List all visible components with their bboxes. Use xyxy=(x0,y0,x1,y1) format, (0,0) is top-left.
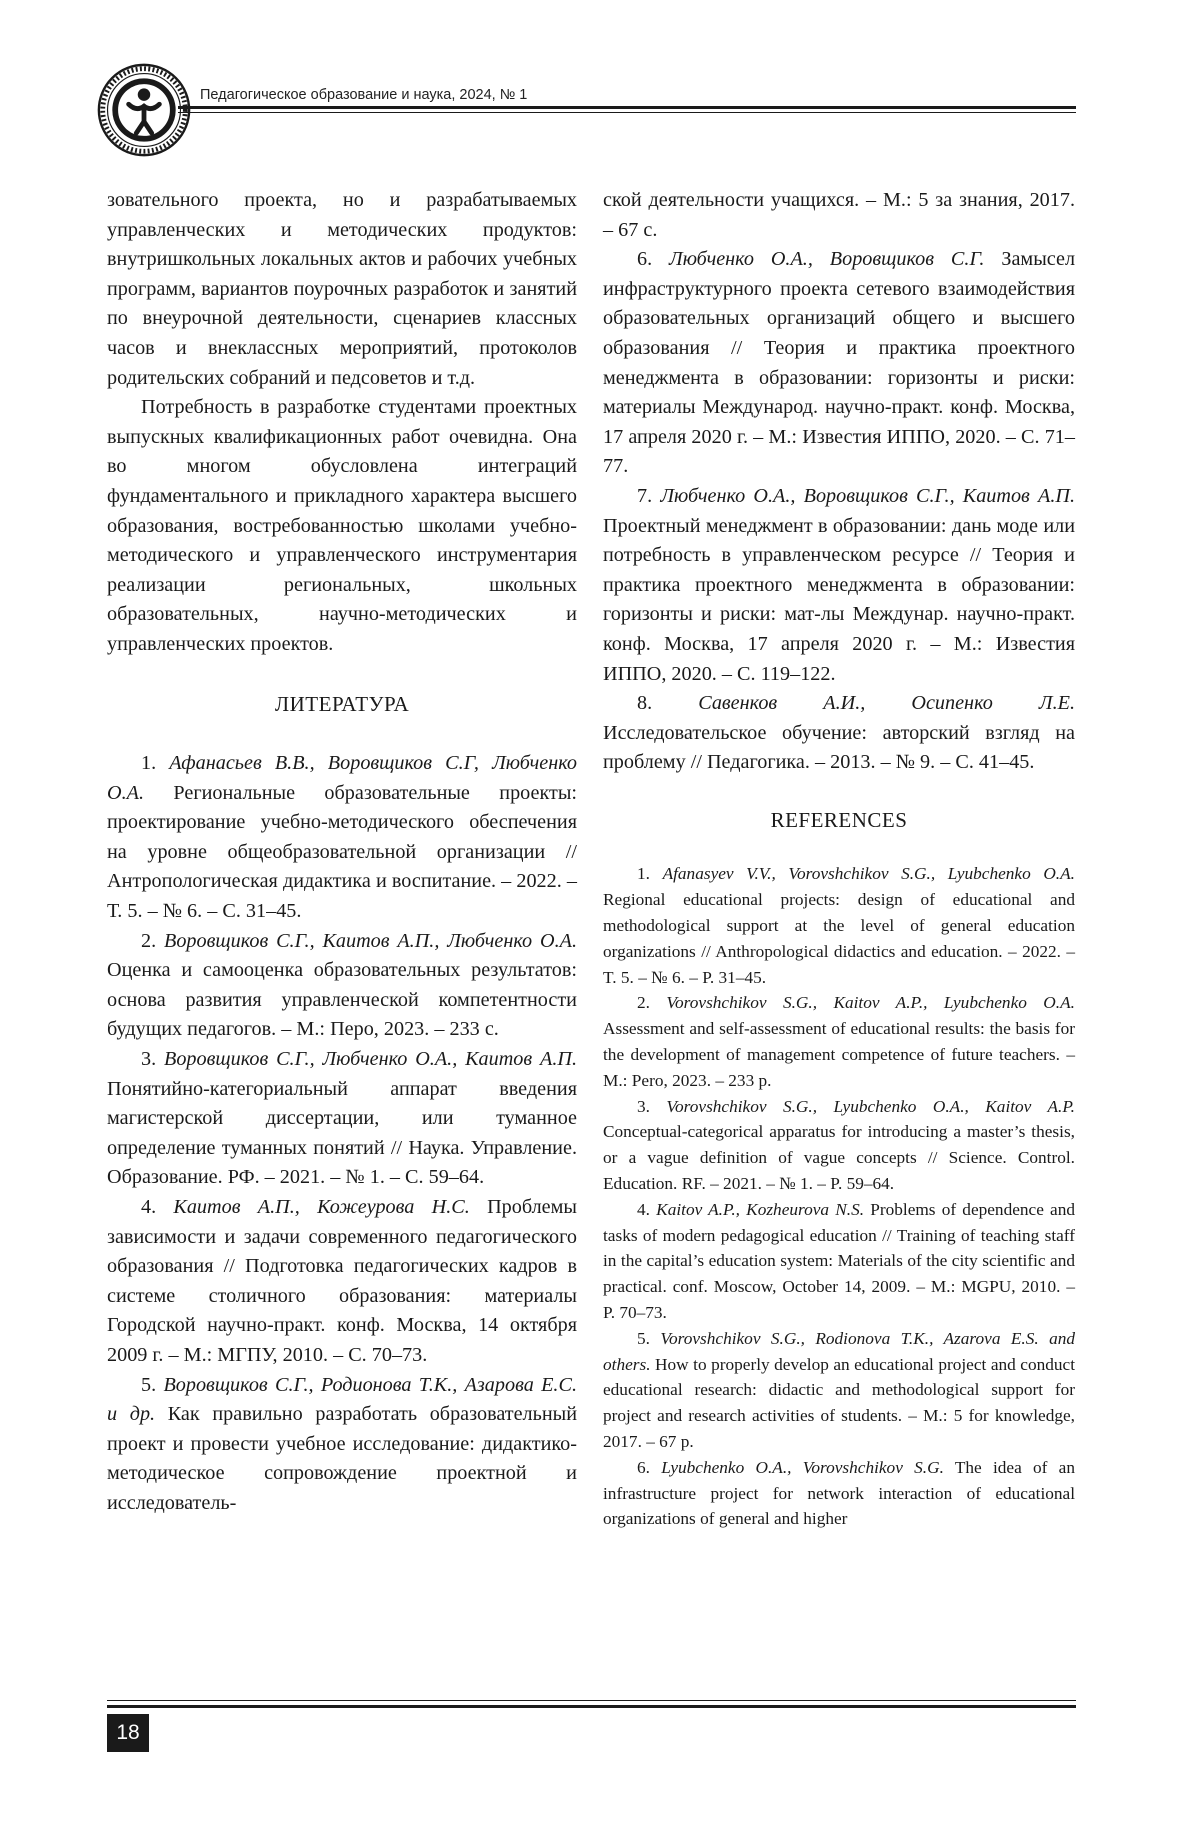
references-heading-en: REFERENCES xyxy=(770,807,908,832)
continuation-paragraph: зовательного проекта, но и разрабатываемых управленческих и методических продуктов: внутришкольных локальных актов и рабочих учебных программ, вариантов поурочных разработок и занятий по внеурочной деятельности, сценариев классных часов и внеклассных мероприятий, протоколов родительских собраний и педсоветов и т.д. xyxy=(107,189,577,389)
reference-item-en: 4. Kaitov A.P., Kozheurova N.S. Problems of dependence and tasks of modern pedagogical education // Training of teaching staff in the capital’s education system: Materials of the city scientific and practical. conf. Moscow, October 14, 2009. – M.: MGPU, 2010. – P. 70–73. xyxy=(603,1199,1076,1323)
reference-item: 2. Воровщиков С.Г., Каитов А.П., Любченко О.А. Оценка и самооценка образовательных результатов: основа развития управленческой компетентности будущих педагогов. – М.: Перо, 2023. – 233 с. xyxy=(107,929,577,1041)
reference-item-en: 3. Vorovshchikov S.G., Lyubchenko O.A., Kaitov A.P. Conceptual-categorical apparatus for introducing a master’s thesis, or a vague definition of vague concepts // Science. Control. Education. RF. – 2021. – № 1. – P. 59–64. xyxy=(603,1096,1075,1194)
footer-rule-bottom xyxy=(107,1705,1076,1708)
reference-item-en: 1. Afanasyev V.V., Vorovshchikov S.G., Lyubchenko O.A. Regional educational projects: design of educational and methodological support at the level of general education organizations // Anthropological didactics and education. – 2022. – T. 5. – № 6. – P. 31–45. xyxy=(603,864,1075,987)
header-rule-bottom xyxy=(178,112,1076,113)
page-number: 18 xyxy=(107,1714,149,1752)
reference-item: 1. Афанасьев В.В., Воровщиков С.Г, Любченко О.А. Региональные образовательные проекты: проектирование учебно-методического обеспечения на уровне общеобразовательной организации // Антропологическая дидактика и воспитание. – 2022. – Т. 5. – № 6. – С. 31–45. xyxy=(107,752,578,923)
reference-item: 5. Воровщиков С.Г., Родионова Т.К., Азарова Е.С. и др. Как правильно разработать образовательный проект и провести учебное исследование: дидактико-методическое сопровождение проектной и исследователь- xyxy=(107,1373,578,1514)
header-rule-top xyxy=(178,106,1076,109)
reference-item: 4. Каитов А.П., Кожеурова Н.С. Проблемы зависимости и задачи современного педагогического образования // Подготовка педагогических кадров в системе столичного образования: материалы Городской научно-практ. конф. Москва, 14 октября 2009 г. – М.: МГПУ, 2010. – С. 70–73. xyxy=(107,1196,577,1366)
reference-item-en: 5. Vorovshchikov S.G., Rodionova T.K., Azarova E.S. and others. How to properly develop an educational project and conduct educational research: didactic and methodological support for project and research activities of students. – M.: 5 for knowledge, 2017. – 67 p. xyxy=(603,1328,1075,1451)
journal-logo xyxy=(96,62,192,158)
journal-title: Педагогическое образование и наука, 2024, № 1 xyxy=(200,87,528,103)
reference-item-en: 6. Lyubchenko O.A., Vorovshchikov S.G. The idea of an infrastructure project for network interaction of educational organizations of general and higher xyxy=(603,1457,1075,1529)
left-column xyxy=(107,186,577,1519)
reference-continuation: ской деятельности учащихся. – М.: 5 за знания, 2017. – 67 с. xyxy=(603,189,1075,241)
references-en-list xyxy=(603,861,1075,1532)
reference-item-en: 2. Vorovshchikov S.G., Kaitov A.P., Lyubchenko O.A. Assessment and self-assessment of educational results: the basis for the development of management competence of future teachers. – M.: Pero, 2023. – 233 p. xyxy=(603,993,1075,1090)
body-paragraph: Потребность в разработке студентами проектных выпускных квалификационных работ очевидна. Она во многом обусловлена интеграций фундаментального и прикладного характера высшего образования, востребованностью школами учебно-методического и управленческого инструментария реализации региональных, школьных образовательных, научно-методических и управленческих проектов. xyxy=(107,396,577,655)
reference-item: 3. Воровщиков С.Г., Любченко О.А., Каитов А.П. Понятийно-категориальный аппарат введения магистерской диссертации, или туманное определение туманных понятий // Наука. Управление. Образование. РФ. – 2021. – № 1. – С. 59–64. xyxy=(107,1048,577,1189)
reference-item: 8. Савенков А.И., Осипенко Л.Е. Исследовательское обучение: авторский взгляд на проблему // Педагогика. – 2013. – № 9. – С. 41–45. xyxy=(603,692,1076,774)
footer-rule-top xyxy=(107,1700,1076,1701)
references-heading: ЛИТЕРАТУРА xyxy=(274,691,410,716)
reference-item: 6. Любченко О.А., Воровщиков С.Г. Замысел инфраструктурного проекта сетевого взаимодействия образовательных организаций общего и высшего образования // Теория и практика проектного менеджмента в образовании: горизонты и риски: материалы Международ. научно-практ. конф. Москва, 17 апреля 2020 г. – М.: Известия ИППО, 2020. – С. 71–77. xyxy=(603,248,1076,478)
reference-item: 7. Любченко О.А., Воровщиков С.Г., Каитов А.П. Проектный менеджмент в образовании: дань моде или потребность в управленческом ресурсе // Теория и практика проектного менеджмента в образовании: горизонты и риски: мат-лы Междунар. научно-практ. конф. Москва, 17 апреля 2020 г. – М.: Известия ИППО, 2020. – С. 119–122. xyxy=(603,484,1076,685)
right-column xyxy=(603,186,1075,1532)
